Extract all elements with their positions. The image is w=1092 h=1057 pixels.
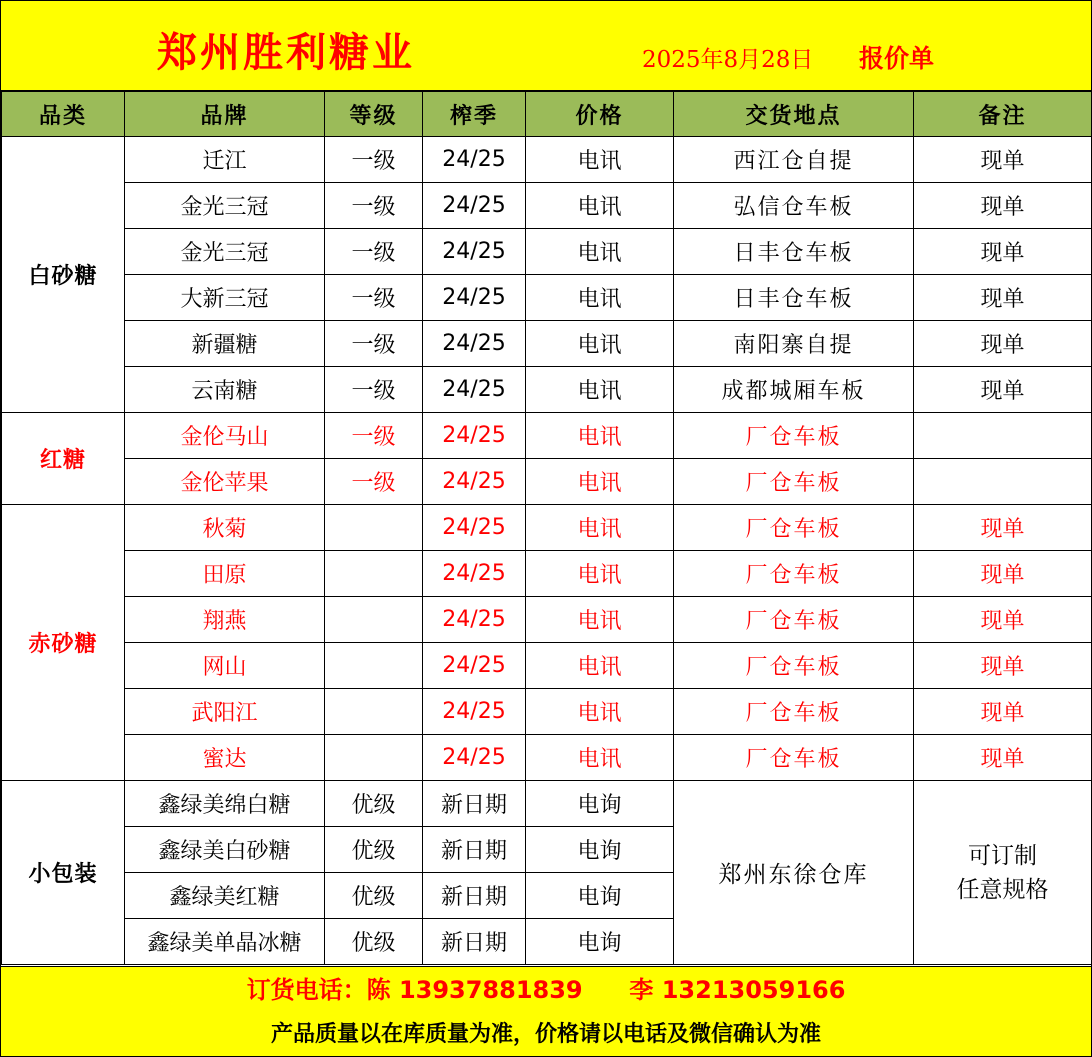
season-cell: 24/25 <box>423 229 526 275</box>
location-cell: 日丰仓车板 <box>674 229 914 275</box>
season-cell: 24/25 <box>423 735 526 781</box>
category-cell: 白砂糖 <box>2 137 125 413</box>
season-cell: 24/25 <box>423 597 526 643</box>
brand-cell: 鑫绿美红糖 <box>125 873 325 919</box>
grade-cell <box>325 551 423 597</box>
table-row <box>2 781 1092 827</box>
disclaimer-text: 产品质量以在库质量为准，价格请以电话及微信确认为准 <box>270 1021 821 1047</box>
note-cell: 现单 <box>914 229 1092 275</box>
price-cell: 电询 <box>526 873 674 919</box>
phone-number-li[interactable]: 13213059166 <box>661 976 846 1004</box>
table-row <box>2 643 1092 689</box>
price-cell: 电询 <box>526 781 674 827</box>
location-cell: 西江仓自提 <box>674 137 914 183</box>
season-cell: 24/25 <box>423 321 526 367</box>
note-cell: 现单 <box>914 183 1092 229</box>
season-cell: 24/25 <box>423 505 526 551</box>
brand-cell: 金光三冠 <box>125 229 325 275</box>
price-table <box>1 91 1092 965</box>
location-cell: 厂仓车板 <box>674 551 914 597</box>
note-line: 任意规格 <box>956 876 1049 903</box>
brand-cell: 翔燕 <box>125 597 325 643</box>
phone-number-chen[interactable]: 13937881839 <box>398 976 583 1004</box>
grade-cell: 一级 <box>325 183 423 229</box>
table-row <box>2 321 1092 367</box>
note-cell <box>914 781 1092 965</box>
price-cell: 电讯 <box>526 321 674 367</box>
table-row <box>2 183 1092 229</box>
price-cell: 电讯 <box>526 137 674 183</box>
season-cell: 24/25 <box>423 459 526 505</box>
brand-cell: 鑫绿美白砂糖 <box>125 827 325 873</box>
grade-cell: 优级 <box>325 919 423 965</box>
brand-cell: 云南糖 <box>125 367 325 413</box>
note-cell: 现单 <box>914 505 1092 551</box>
grade-cell: 优级 <box>325 827 423 873</box>
grade-cell: 一级 <box>325 275 423 321</box>
phone-label: 订货电话：陈 <box>246 975 391 1004</box>
season-cell: 24/25 <box>423 551 526 597</box>
grade-cell: 一级 <box>325 137 423 183</box>
column-header-row <box>2 92 1092 137</box>
season-cell: 24/25 <box>423 643 526 689</box>
location-cell: 弘信仓车板 <box>674 183 914 229</box>
note-line: 可订制 <box>968 842 1037 869</box>
price-cell: 电讯 <box>526 367 674 413</box>
note-cell: 现单 <box>914 643 1092 689</box>
brand-cell: 蜜达 <box>125 735 325 781</box>
season-cell: 新日期 <box>423 827 526 873</box>
price-cell: 电讯 <box>526 183 674 229</box>
note-cell: 现单 <box>914 597 1092 643</box>
quote-date: 2025年8月28日 <box>642 47 814 73</box>
grade-cell <box>325 597 423 643</box>
location-cell: 厂仓车板 <box>674 597 914 643</box>
location-cell: 厂仓车板 <box>674 413 914 459</box>
grade-cell <box>325 689 423 735</box>
location-cell: 厂仓车板 <box>674 643 914 689</box>
table-row <box>2 689 1092 735</box>
price-cell: 电询 <box>526 827 674 873</box>
brand-cell: 武阳江 <box>125 689 325 735</box>
note-cell: 现单 <box>914 137 1092 183</box>
grade-cell: 一级 <box>325 321 423 367</box>
column-header: 价格 <box>526 92 674 137</box>
location-cell: 厂仓车板 <box>674 689 914 735</box>
order-phone-banner <box>1 966 1091 1013</box>
disclaimer-banner <box>1 1012 1091 1056</box>
price-cell: 电讯 <box>526 735 674 781</box>
grade-cell <box>325 735 423 781</box>
season-cell: 24/25 <box>423 137 526 183</box>
document-type: 报价单 <box>859 44 935 73</box>
column-header: 品类 <box>2 92 125 137</box>
table-row <box>2 367 1092 413</box>
table-row <box>2 275 1092 321</box>
column-header: 品牌 <box>125 92 325 137</box>
brand-cell: 金伦苹果 <box>125 459 325 505</box>
category-cell: 赤砂糖 <box>2 505 125 781</box>
title-banner <box>1 1 1091 91</box>
grade-cell: 一级 <box>325 367 423 413</box>
location-cell: 厂仓车板 <box>674 459 914 505</box>
note-cell: 现单 <box>914 735 1092 781</box>
brand-cell: 金伦马山 <box>125 413 325 459</box>
season-cell: 新日期 <box>423 919 526 965</box>
brand-cell: 鑫绿美绵白糖 <box>125 781 325 827</box>
brand-cell: 大新三冠 <box>125 275 325 321</box>
column-header: 等级 <box>325 92 423 137</box>
grade-cell <box>325 505 423 551</box>
table-row <box>2 229 1092 275</box>
season-cell: 24/25 <box>423 183 526 229</box>
location-cell: 南阳寨自提 <box>674 321 914 367</box>
grade-cell: 一级 <box>325 459 423 505</box>
table-row <box>2 735 1092 781</box>
table-row <box>2 413 1092 459</box>
price-cell: 电询 <box>526 919 674 965</box>
brand-cell: 网山 <box>125 643 325 689</box>
table-row <box>2 551 1092 597</box>
note-cell <box>914 459 1092 505</box>
note-cell: 现单 <box>914 689 1092 735</box>
price-cell: 电讯 <box>526 643 674 689</box>
brand-cell: 田原 <box>125 551 325 597</box>
season-cell: 新日期 <box>423 873 526 919</box>
location-cell: 成都城厢车板 <box>674 367 914 413</box>
note-cell: 现单 <box>914 275 1092 321</box>
brand-cell: 鑫绿美单晶冰糖 <box>125 919 325 965</box>
grade-cell: 一级 <box>325 413 423 459</box>
location-cell: 日丰仓车板 <box>674 275 914 321</box>
company-name: 郑州胜利糖业 <box>157 29 415 76</box>
season-cell: 24/25 <box>423 689 526 735</box>
note-cell: 现单 <box>914 367 1092 413</box>
location-cell: 郑州东徐仓库 <box>674 781 914 965</box>
price-cell: 电讯 <box>526 275 674 321</box>
brand-cell: 迁江 <box>125 137 325 183</box>
price-cell: 电讯 <box>526 229 674 275</box>
grade-cell: 优级 <box>325 781 423 827</box>
brand-cell: 秋菊 <box>125 505 325 551</box>
contact-name-li: 李 <box>629 975 654 1004</box>
grade-cell <box>325 643 423 689</box>
table-row <box>2 137 1092 183</box>
location-cell: 厂仓车板 <box>674 505 914 551</box>
price-cell: 电讯 <box>526 505 674 551</box>
category-cell: 小包装 <box>2 781 125 965</box>
price-cell: 电讯 <box>526 551 674 597</box>
brand-cell: 金光三冠 <box>125 183 325 229</box>
season-cell: 24/25 <box>423 275 526 321</box>
column-header: 备注 <box>914 92 1092 137</box>
table-row <box>2 459 1092 505</box>
grade-cell: 一级 <box>325 229 423 275</box>
column-header: 榨季 <box>423 92 526 137</box>
season-cell: 新日期 <box>423 781 526 827</box>
price-cell: 电讯 <box>526 459 674 505</box>
table-row <box>2 597 1092 643</box>
grade-cell: 优级 <box>325 873 423 919</box>
brand-cell: 新疆糖 <box>125 321 325 367</box>
note-cell: 现单 <box>914 551 1092 597</box>
column-header: 交货地点 <box>674 92 914 137</box>
price-cell: 电讯 <box>526 689 674 735</box>
season-cell: 24/25 <box>423 367 526 413</box>
season-cell: 24/25 <box>423 413 526 459</box>
note-cell: 现单 <box>914 321 1092 367</box>
price-cell: 电讯 <box>526 413 674 459</box>
location-cell: 厂仓车板 <box>674 735 914 781</box>
price-cell: 电讯 <box>526 597 674 643</box>
category-cell: 红糖 <box>2 413 125 505</box>
note-cell <box>914 413 1092 459</box>
table-row <box>2 505 1092 551</box>
